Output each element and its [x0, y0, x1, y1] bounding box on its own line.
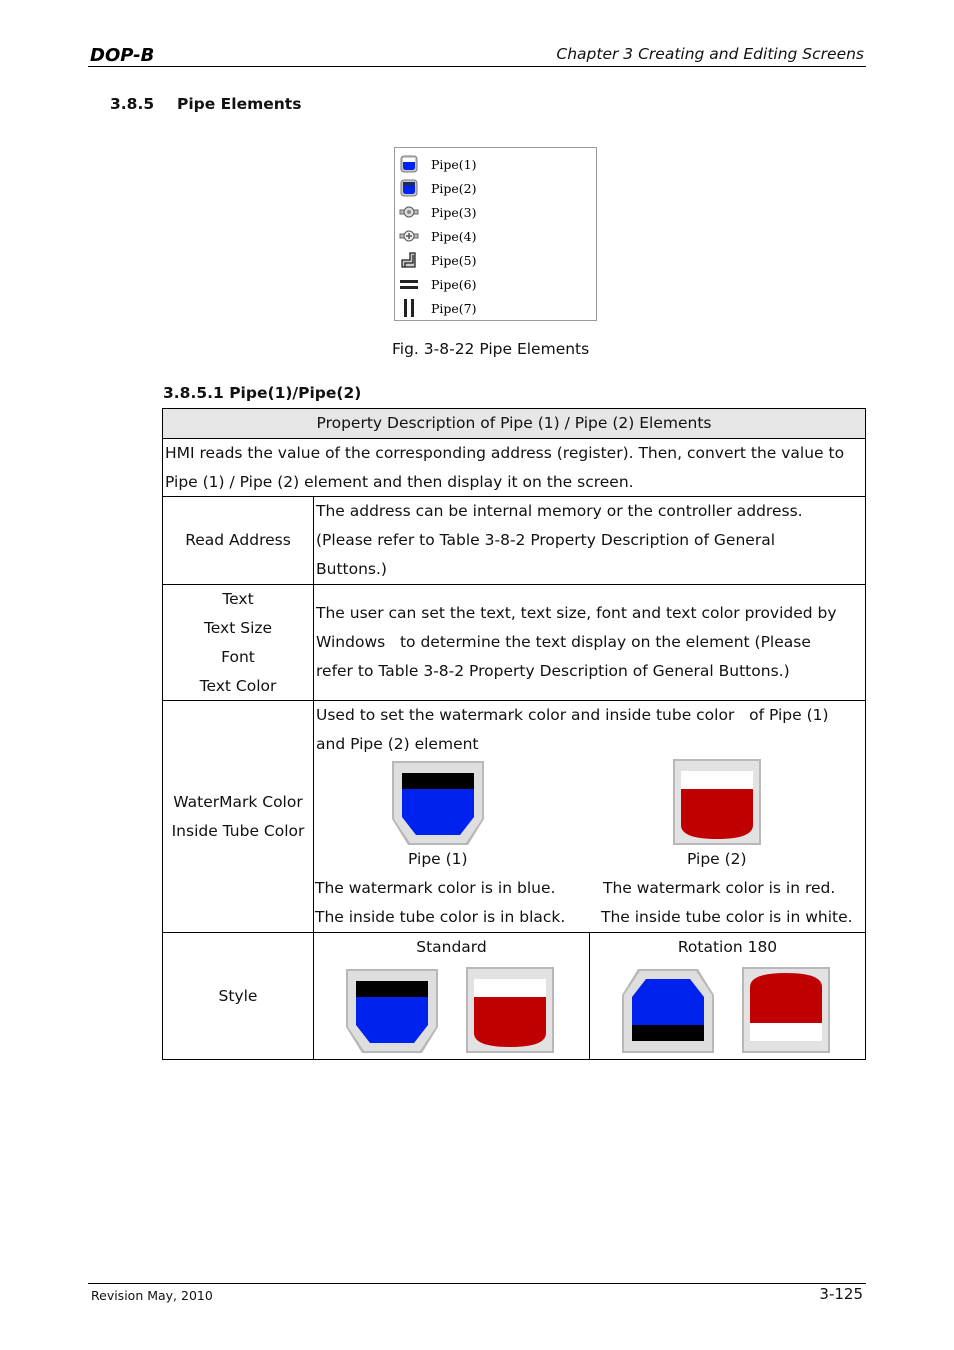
- table-intro: HMI reads the value of the corresponding address (register). Then, convert the value to Pipe (1) / Pipe (2) element and then display it on the screen.: [162, 438, 866, 497]
- page-number: 3-125: [819, 1285, 863, 1303]
- pipe2-caption: Pipe (2): [687, 850, 747, 868]
- menu-item-pipe1[interactable]: [395, 152, 596, 176]
- menu-item-pipe3[interactable]: [395, 200, 596, 224]
- pipe2-watermark-note: The watermark color is in red.: [603, 879, 836, 897]
- menu-item-label: Pipe(5): [431, 253, 477, 268]
- pipe1-caption: Pipe (1): [408, 850, 468, 868]
- footer-divider: [88, 1283, 866, 1284]
- watermark-desc: Used to set the watermark color and inside tube color of Pipe (1) and Pipe (2) element Pipe (1) Pipe (2) The watermark color is in blue. The inside tube color is in black. The watermark color is in red. The inside tube color is in white.: [313, 700, 866, 933]
- chapter-title: Chapter 3 Creating and Editing Screens: [556, 45, 864, 63]
- pipe-elements-menu: [394, 147, 597, 321]
- figure-caption: Fig. 3-8-22 Pipe Elements: [392, 340, 590, 358]
- section-number: 3.8.5: [110, 95, 155, 113]
- pipe3-icon: [399, 203, 419, 221]
- pipe1-watermark-note: The watermark color is in blue.: [315, 879, 556, 897]
- pipe1-icon: [399, 155, 419, 173]
- pipe7-icon: [399, 299, 419, 317]
- text-props-desc: The user can set the text, text size, font and text color provided by Windows to determine the text display on the element (Please refer to Table 3-8-2 Property Description of General Buttons.): [313, 584, 866, 701]
- menu-item-label: Pipe(3): [431, 205, 477, 220]
- pipe2-icon: [399, 179, 419, 197]
- dop-b-logo: [90, 44, 174, 66]
- menu-item-label: Pipe(1): [431, 157, 477, 172]
- menu-item-label: Pipe(7): [431, 301, 477, 316]
- text-props-label: Text Text Size Font Text Color: [162, 584, 314, 701]
- footer-revision: Revision May, 2010: [91, 1288, 213, 1303]
- menu-item-pipe6[interactable]: [395, 272, 596, 296]
- read-address-desc: The address can be internal memory or the controller address. (Please refer to Table 3-8-2 Property Description of General Buttons.): [313, 496, 866, 585]
- menu-item-pipe5[interactable]: [395, 248, 596, 272]
- header-divider: [88, 66, 866, 67]
- style-rotation: [589, 932, 866, 1060]
- pipe2-sample: [669, 759, 765, 845]
- style-rotation-label: Rotation 180: [677, 938, 778, 956]
- rotated-pipe2-sample: [738, 967, 834, 1053]
- menu-item-label: Pipe(6): [431, 277, 477, 292]
- menu-item-pipe2[interactable]: [395, 176, 596, 200]
- pipe2-tube-note: The inside tube color is in white.: [601, 908, 853, 926]
- menu-item-label: Pipe(2): [431, 181, 477, 196]
- menu-item-pipe7[interactable]: [395, 296, 596, 320]
- pipe5-icon: [399, 251, 419, 269]
- watermark-label: WaterMark Color Inside Tube Color: [162, 700, 314, 933]
- pipe4-icon: [399, 227, 419, 245]
- pipe1-tube-note: The inside tube color is in black.: [315, 908, 566, 926]
- standard-pipe1-sample: [343, 969, 441, 1053]
- table-title: Property Description of Pipe (1) / Pipe (2) Elements: [162, 408, 866, 439]
- read-address-label: Read Address: [162, 496, 314, 585]
- menu-item-pipe4[interactable]: [395, 224, 596, 248]
- style-label: Style: [162, 932, 314, 1060]
- svg-text:DOP-B: DOP-B: [90, 45, 155, 66]
- style-standard: [313, 932, 590, 1060]
- pipe1-sample: [390, 761, 486, 845]
- section-title: Pipe Elements: [177, 95, 302, 113]
- style-standard-label: Standard: [416, 938, 487, 956]
- pipe6-icon: [399, 275, 419, 293]
- menu-item-label: Pipe(4): [431, 229, 477, 244]
- subsection-title: 3.8.5.1 Pipe(1)/Pipe(2): [163, 384, 362, 402]
- property-table: [162, 408, 866, 1060]
- standard-pipe2-sample: [462, 967, 558, 1053]
- rotated-pipe1-sample: [619, 969, 717, 1053]
